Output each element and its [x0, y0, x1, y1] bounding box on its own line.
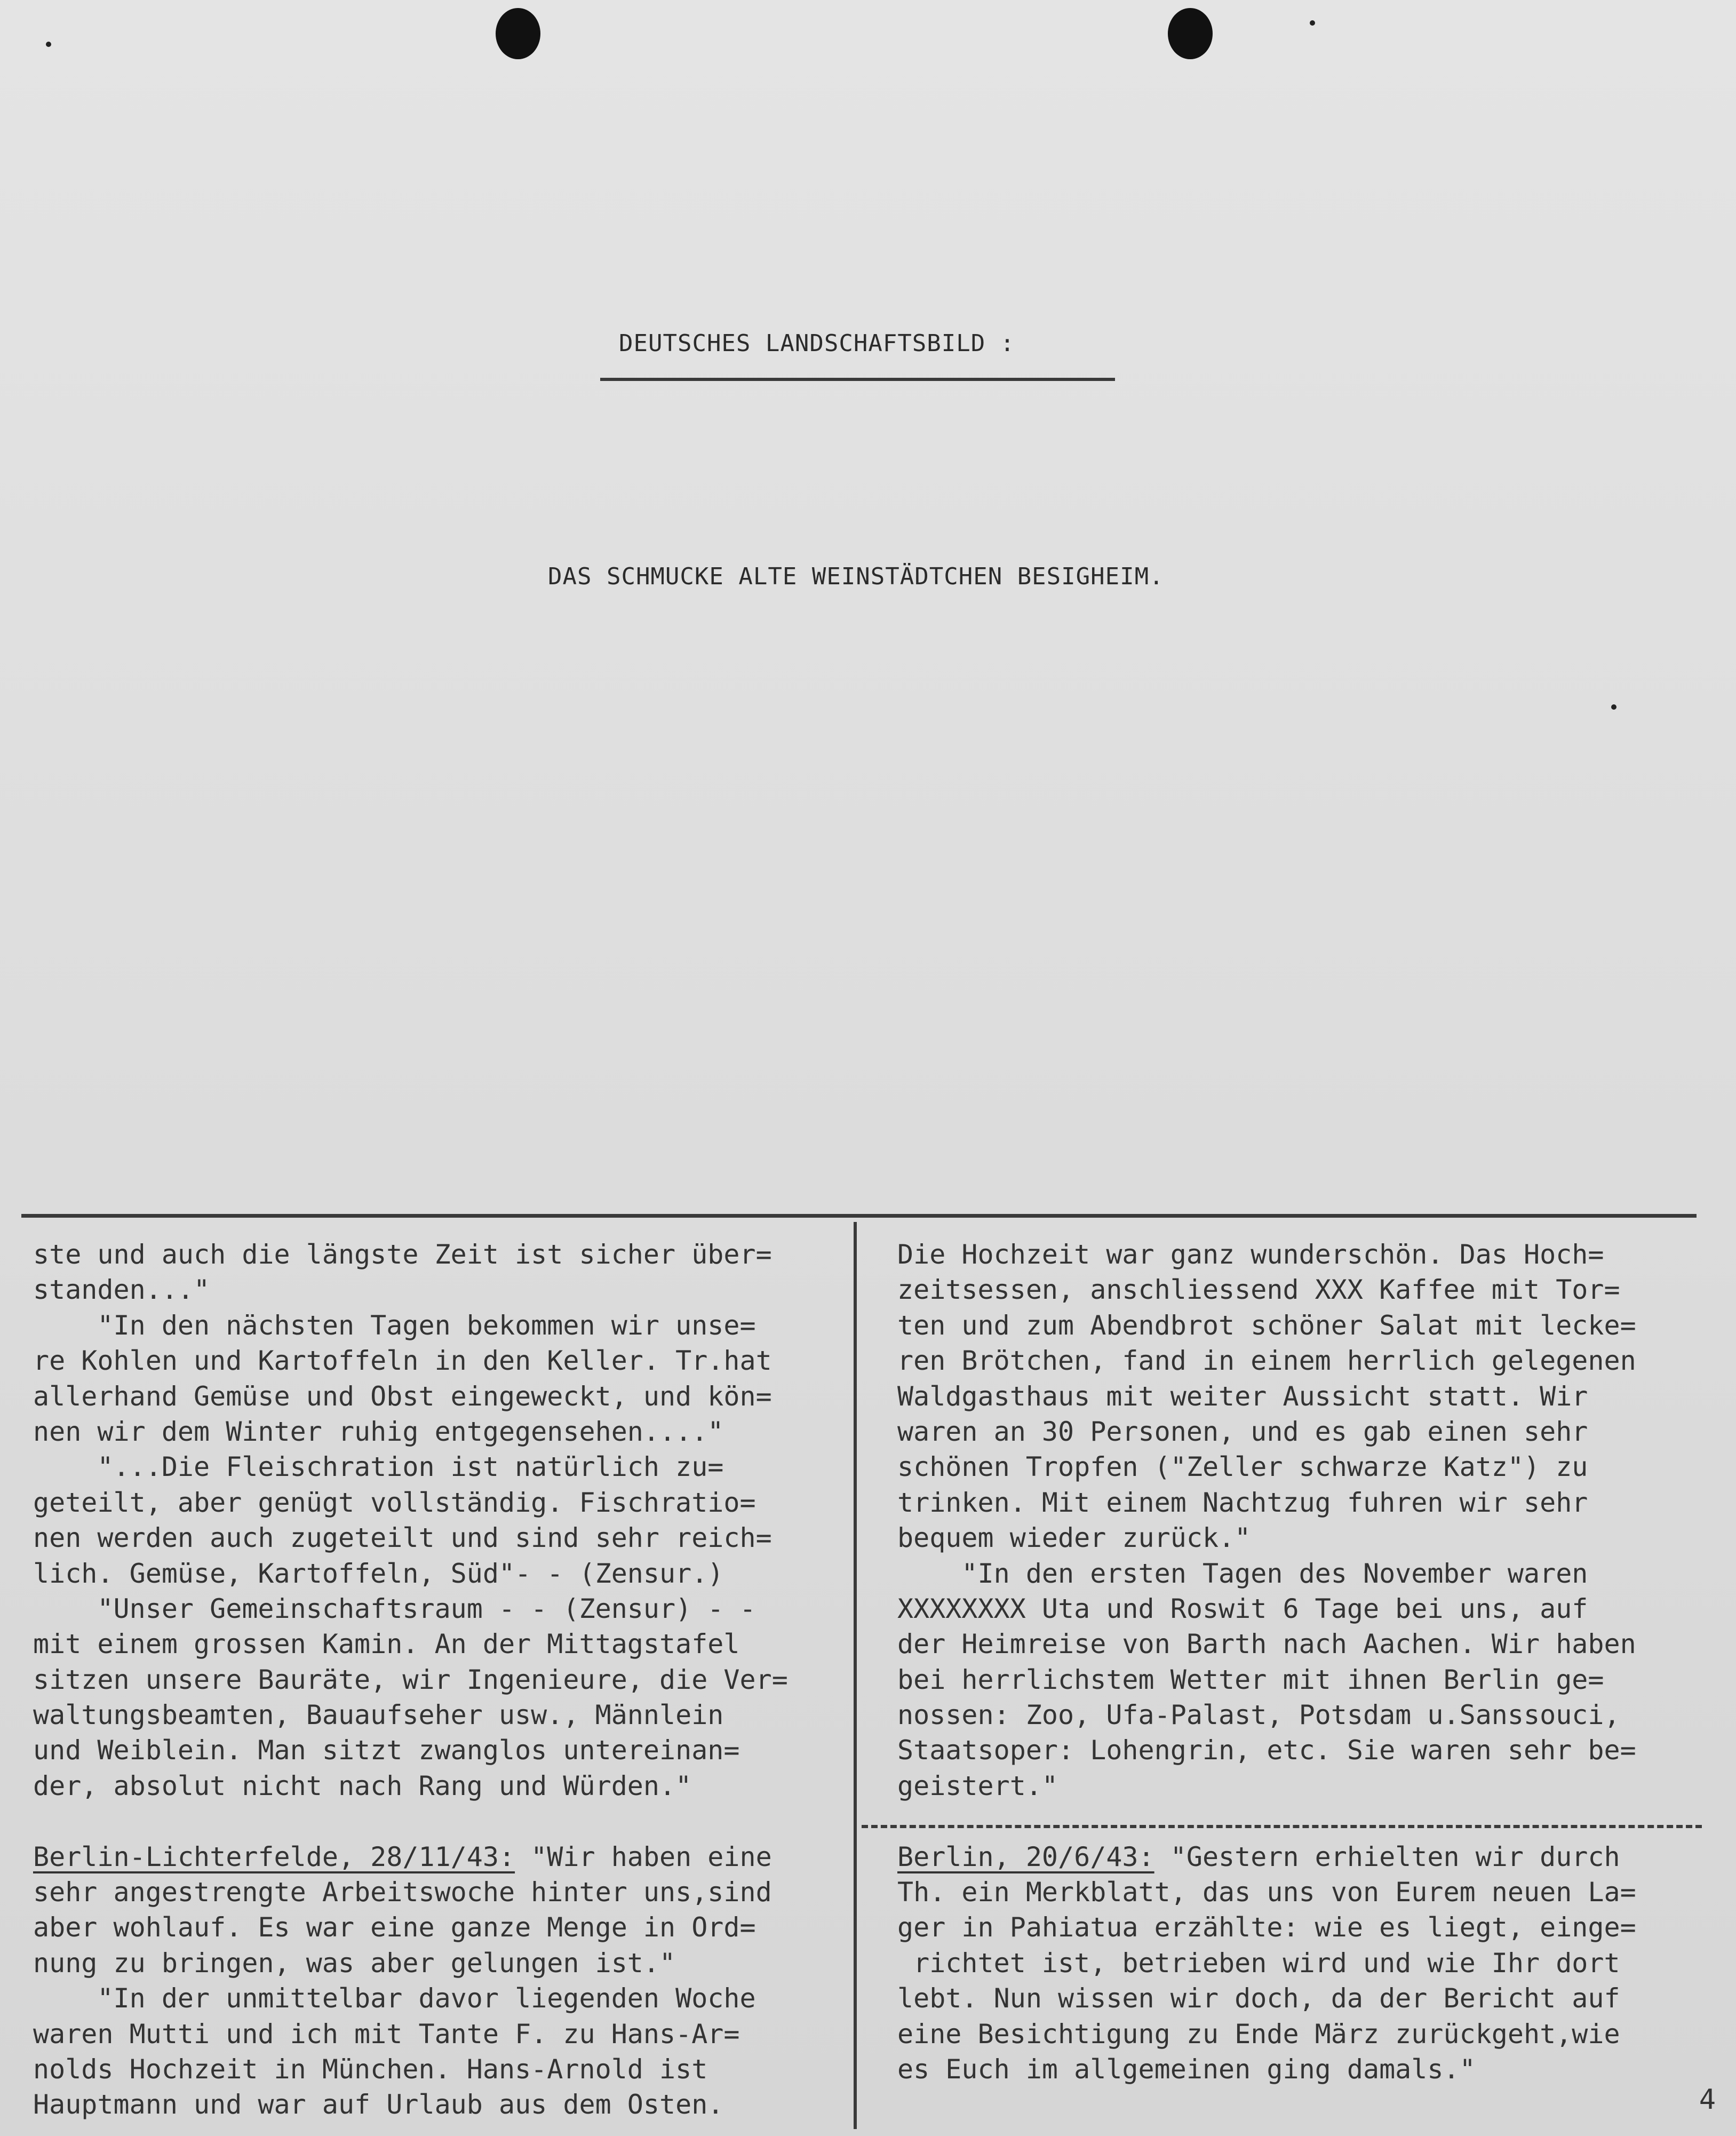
text-line	[897, 1308, 1636, 1343]
line-text: nossen: Zoo, Ufa-Palast, Potsdam u.Sanssouci,	[897, 1700, 1620, 1731]
line-text: Staatsoper: Lohengrin, etc. Sie waren sehr be=	[897, 1735, 1636, 1766]
punch-hole-right	[1168, 8, 1213, 59]
entry-heading: Berlin-Lichterfelde, 28/11/43:	[33, 1841, 515, 1872]
text-line	[897, 1414, 1636, 1449]
line-text: sitzen unsere Bauräte, wir Ingenieure, die Ver=	[33, 1664, 788, 1695]
text-line	[897, 1804, 1636, 1839]
ink-speck	[1611, 704, 1616, 710]
line-text: richtet ist, betrieben wird und wie Ihr dort	[897, 1947, 1620, 1979]
heading-underline	[600, 378, 1115, 381]
text-line	[33, 1839, 788, 1875]
line-text: nung zu bringen, was aber gelungen ist."	[33, 1947, 676, 1979]
line-text: bei herrlichstem Wetter mit ihnen Berlin ge=	[897, 1664, 1604, 1695]
text-line	[33, 1662, 788, 1697]
line-text: eine Besichtigung zu Ende März zurückgeht,wie	[897, 2018, 1620, 2050]
text-line	[897, 1733, 1636, 1768]
text-line	[33, 1591, 788, 1626]
line-text: XXXXXXXX Uta und Roswit 6 Tage bei uns, auf	[897, 1593, 1588, 1624]
line-text: "Wir haben eine	[515, 1841, 772, 1872]
text-line	[897, 1237, 1636, 1272]
line-text: "In der unmittelbar davor liegenden Woche	[33, 1983, 756, 2014]
text-line	[897, 1875, 1636, 1910]
ink-speck	[1310, 20, 1315, 26]
text-line	[33, 1556, 788, 1591]
text-line	[897, 2016, 1636, 2052]
text-line	[897, 1556, 1636, 1591]
right-column	[897, 1237, 1636, 2087]
line-text: schönen Tropfen ("Zeller schwarze Katz") zu	[897, 1451, 1588, 1483]
line-text: Hauptmann und war auf Urlaub aus dem Osten.	[33, 2089, 724, 2121]
line-text: Waldgasthaus mit weiter Aussicht statt. Wir	[897, 1380, 1588, 1412]
entry-heading: Berlin, 20/6/43:	[897, 1841, 1154, 1872]
line-text: Th. ein Merkblatt, das uns von Eurem neuen La=	[897, 1877, 1636, 1908]
text-line	[897, 1839, 1636, 1875]
line-text: geteilt, aber genügt vollständig. Fischratio=	[33, 1487, 756, 1518]
line-text: allerhand Gemüse und Obst eingeweckt, und kön=	[33, 1380, 772, 1412]
text-line	[33, 1981, 788, 2016]
text-line	[897, 1981, 1636, 2016]
line-text: waltungsbeamten, Bauaufseher usw., Männlein	[33, 1700, 724, 1731]
text-line	[897, 1379, 1636, 1414]
page-number: 4	[1699, 2084, 1716, 2116]
column-top-rule	[21, 1214, 1697, 1218]
text-line	[33, 1520, 788, 1555]
text-line	[897, 1272, 1636, 1307]
line-text: zeitsessen, anschliessend XXX Kaffee mit Tor=	[897, 1274, 1620, 1306]
text-line	[33, 2087, 788, 2122]
line-text: nolds Hochzeit in München. Hans-Arnold ist	[33, 2053, 708, 2085]
text-line	[33, 1414, 788, 1449]
line-text: waren an 30 Personen, und es gab einen sehr	[897, 1416, 1588, 1447]
text-line	[33, 1237, 788, 1272]
text-line	[33, 2016, 788, 2052]
line-text: standen..."	[33, 1274, 210, 1306]
text-line	[33, 1308, 788, 1343]
line-text: geistert."	[897, 1770, 1058, 1801]
left-column	[33, 1237, 788, 2123]
text-line	[897, 1697, 1636, 1733]
text-line	[897, 1946, 1636, 1981]
line-text: re Kohlen und Kartoffeln in den Keller. Tr.hat	[33, 1345, 772, 1377]
text-line	[897, 1343, 1636, 1378]
text-line	[897, 1485, 1636, 1520]
text-line	[897, 1768, 1636, 1804]
line-text: mit einem grossen Kamin. An der Mittagstafel	[33, 1629, 740, 1660]
line-text: "In den nächsten Tagen bekommen wir unse=	[33, 1309, 756, 1341]
entry-separator-dashed	[862, 1825, 1702, 1828]
text-line	[33, 1485, 788, 1520]
line-text: der Heimreise von Barth nach Aachen. Wir haben	[897, 1629, 1636, 1660]
line-text: "In den ersten Tagen des November waren	[897, 1558, 1588, 1589]
text-line	[33, 1733, 788, 1768]
text-line	[33, 1379, 788, 1414]
line-text: "Unser Gemeinschaftsraum - - (Zensur) - -	[33, 1593, 756, 1624]
text-line	[33, 1910, 788, 1945]
line-text: lich. Gemüse, Kartoffeln, Süd"- - (Zensur.)	[33, 1558, 724, 1589]
line-text: der, absolut nicht nach Rang und Würden."	[33, 1770, 692, 1801]
text-line	[897, 1662, 1636, 1697]
text-line	[897, 1520, 1636, 1555]
text-line	[33, 1768, 788, 1804]
text-line	[33, 1343, 788, 1378]
text-line	[33, 1272, 788, 1307]
line-text: nen wir dem Winter ruhig entgegensehen...."	[33, 1416, 724, 1447]
text-line	[897, 1910, 1636, 1945]
text-line	[897, 1626, 1636, 1662]
line-text: ste und auch die längste Zeit ist sicher über=	[33, 1239, 772, 1270]
punch-hole-left	[496, 8, 540, 59]
line-text: und Weiblein. Man sitzt zwanglos untereinan=	[33, 1735, 740, 1766]
line-text: ten und zum Abendbrot schöner Salat mit lecke=	[897, 1309, 1636, 1341]
line-text: aber wohlauf. Es war eine ganze Menge in Ord=	[33, 1912, 756, 1943]
text-line	[33, 1449, 788, 1484]
line-text: waren Mutti und ich mit Tante F. zu Hans-Ar=	[33, 2018, 740, 2050]
section-heading: DEUTSCHES LANDSCHAFTSBILD :	[619, 330, 1015, 357]
line-text: Die Hochzeit war ganz wunderschön. Das Hoch=	[897, 1239, 1604, 1270]
text-line	[897, 2052, 1636, 2087]
line-text: es Euch im allgemeinen ging damals."	[897, 2053, 1476, 2085]
line-text: ger in Pahiatua erzählte: wie es liegt, einge=	[897, 1912, 1636, 1943]
text-line	[33, 1875, 788, 1910]
line-text: bequem wieder zurück."	[897, 1522, 1251, 1554]
ink-speck	[46, 42, 51, 47]
line-text: sehr angestrengte Arbeitswoche hinter uns,sind	[33, 1877, 772, 1908]
line-text: ren Brötchen, fand in einem herrlich gelegenen	[897, 1345, 1636, 1377]
text-line	[897, 1449, 1636, 1484]
text-line	[33, 2052, 788, 2087]
text-line	[33, 1626, 788, 1662]
line-text: lebt. Nun wissen wir doch, da der Bericht auf	[897, 1983, 1620, 2014]
text-line	[33, 1804, 788, 1839]
column-divider	[854, 1222, 857, 2129]
line-text: nen werden auch zugeteilt und sind sehr reich=	[33, 1522, 772, 1554]
line-text: "Gestern erhielten wir durch	[1154, 1841, 1620, 1872]
line-text: trinken. Mit einem Nachtzug fuhren wir sehr	[897, 1487, 1588, 1518]
line-text: "...Die Fleischration ist natürlich zu=	[33, 1451, 724, 1483]
text-line	[33, 1697, 788, 1733]
text-line	[33, 1946, 788, 1981]
text-line	[897, 1591, 1636, 1626]
article-title: DAS SCHMUCKE ALTE WEINSTÄDTCHEN BESIGHEIM.	[548, 563, 1164, 590]
